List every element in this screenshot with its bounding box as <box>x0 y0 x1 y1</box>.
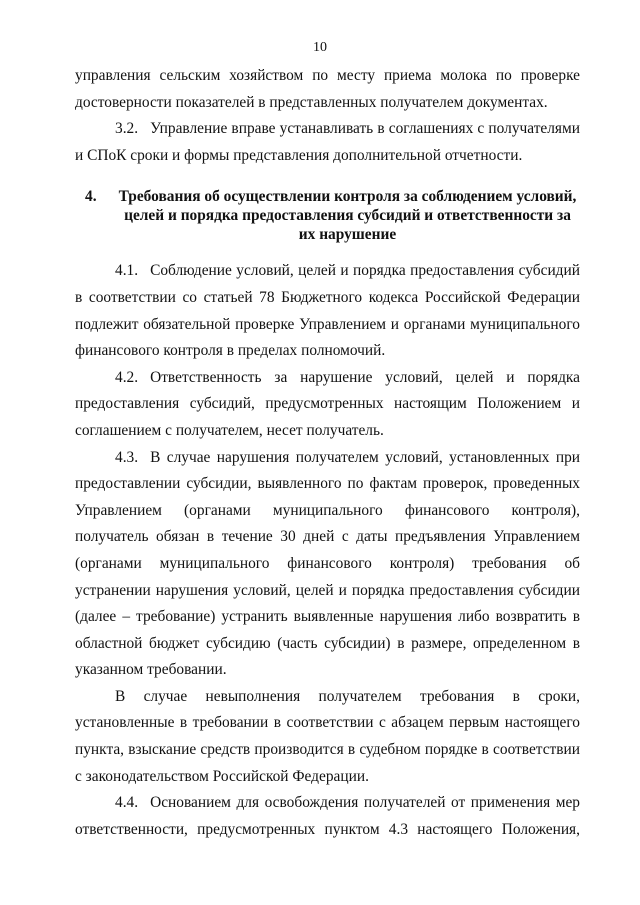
paragraph-text: В случае нарушения получателем условий, установленных при предоставлении субсидии, выявленного по фактам проверок, проведенных Управлением (органами муниципального финансового контроля), получатель обязан в течение 30 дней с даты предъявления Управлением (органами муниципального финансового контроля) требования об устранении нарушения условий, целей и порядка предоставления субсидии (далее – требование) устранить выявленные нарушения либо возвратить в областной бюджет субсидию (часть субсидии) в размере, определенном в указанном требовании. <box>75 448 580 679</box>
paragraph-number: 4.2. <box>115 368 139 386</box>
paragraph-number: 3.2. <box>115 120 139 138</box>
paragraph-4-2 <box>75 365 580 445</box>
paragraph-number: 4.4. <box>115 794 139 812</box>
paragraph-text: Ответственность за нарушение условий, целей и порядка предоставления субсидий, предусмотренных настоящим Положением и соглашением с получателем, несет получатель. <box>75 368 580 439</box>
paragraph-text: Управление вправе устанавливать в соглашениях с получателями и СПоК сроки и формы представления дополнительной отчетности. <box>75 120 580 164</box>
section-title: Требования об осуществлении контроля за соблюдением условий, целей и порядка предоставления субсидий и ответственности за их нарушение <box>118 188 577 244</box>
paragraph-4-4 <box>75 790 580 843</box>
paragraph-4-3-second <box>75 684 580 790</box>
paragraph-number: 4.3. <box>115 448 139 466</box>
paragraph-text: В случае невыполнения получателем требования в сроки, установленные в требовании в соответствии с абзацем первым настоящего пункта, взыскание средств производится в судебном порядке в соответствии с законодательством Российской Федерации. <box>75 687 580 785</box>
paragraph-text: управления сельским хозяйством по месту приема молока по проверке достоверности показателей в представленных получателем документах. <box>75 67 580 111</box>
paragraph-4-1 <box>75 258 580 364</box>
paragraph-text: Соблюдение условий, целей и порядка предоставления субсидий в соответствии со статьей 78 Бюджетного кодекса Российской Федерации подлежит обязательной проверке Управлением и органами муниципального финансового контроля в пределах полномочий. <box>75 262 580 360</box>
section-number: 4. <box>85 188 97 206</box>
document-body <box>75 63 580 843</box>
paragraph-text: Основанием для освобождения получателей от применения мер ответственности, предусмотренных пунктом 4.3 настоящего Положения, <box>75 794 580 838</box>
paragraph-4-3 <box>75 445 580 684</box>
paragraph-number: 4.1. <box>115 262 139 280</box>
section-heading <box>75 187 580 244</box>
paragraph-continuation <box>75 63 580 116</box>
page-number: 10 <box>313 40 327 55</box>
paragraph-3-2 <box>75 116 580 169</box>
